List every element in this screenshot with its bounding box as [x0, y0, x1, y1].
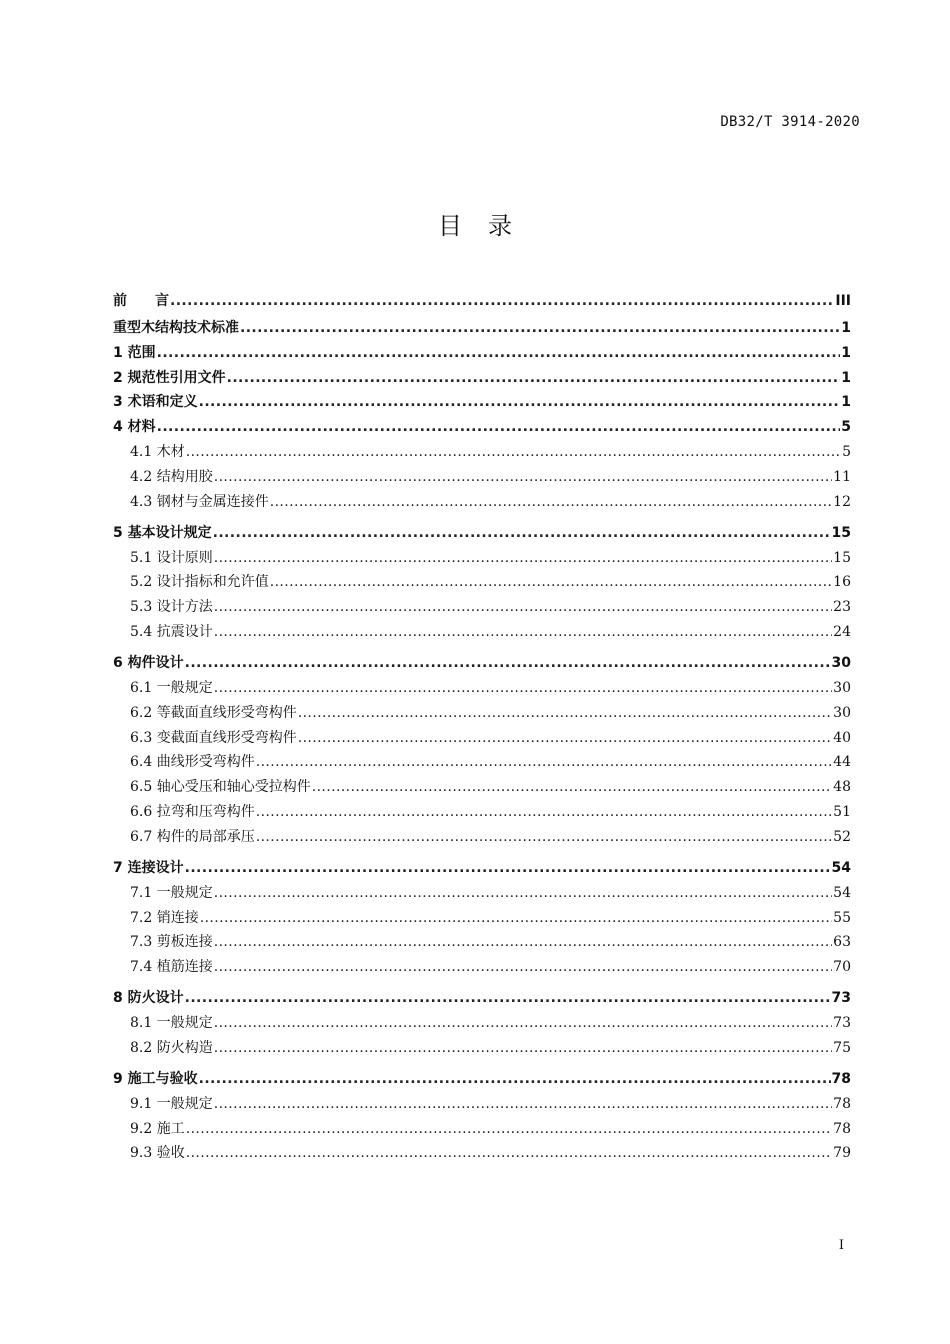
toc-dot-leader — [256, 825, 832, 850]
toc-dot-leader — [270, 570, 832, 595]
toc-section-entry[interactable] — [113, 595, 851, 620]
toc-entry-page: 78 — [833, 1095, 851, 1112]
toc-section-entry[interactable] — [113, 1117, 851, 1142]
toc-entry-page: 15 — [831, 524, 851, 541]
toc-entry-label: 6.4 曲线形受弯构件 — [130, 754, 255, 771]
toc-entry-label: 5 基本设计规定 — [113, 524, 212, 541]
toc-entry-page: 5 — [842, 443, 851, 460]
toc-entry-label: 8 防火设计 — [113, 990, 184, 1007]
toc-section-entry[interactable] — [113, 701, 851, 726]
toc-entry-page: 51 — [833, 803, 851, 820]
toc-dot-leader — [256, 750, 832, 775]
toc-dot-leader — [214, 955, 832, 980]
toc-entry-page: 24 — [833, 623, 851, 640]
toc-dot-leader — [199, 390, 841, 415]
toc-entry-label: 7.2 销连接 — [130, 909, 199, 926]
toc-entry-label: 7.1 一般规定 — [130, 884, 213, 901]
toc-chapter-entry[interactable] — [113, 856, 851, 881]
toc-entry-page: 73 — [831, 990, 851, 1007]
toc-dot-leader — [240, 316, 840, 341]
toc-section-entry[interactable] — [113, 570, 851, 595]
toc-entry-page: 54 — [831, 859, 851, 876]
toc-dot-leader — [214, 1092, 832, 1117]
toc-chapter-entry[interactable] — [113, 341, 851, 366]
toc-section-entry[interactable] — [113, 1141, 851, 1166]
toc-chapter-entry[interactable] — [113, 521, 851, 546]
toc-entry-label: 6.5 轴心受压和轴心受拉构件 — [130, 779, 311, 796]
toc-entry-label: 9.2 施工 — [130, 1120, 185, 1137]
toc-entry-page: 30 — [833, 704, 851, 721]
toc-entry-page: 15 — [833, 549, 851, 566]
toc-entry-label: 7.4 植筋连接 — [130, 959, 213, 976]
table-of-contents — [113, 286, 851, 1166]
toc-dot-leader — [214, 546, 832, 571]
toc-entry-label: 7 连接设计 — [113, 859, 184, 876]
toc-entry-label: 前 言 — [113, 293, 169, 309]
toc-dot-leader — [227, 366, 841, 391]
toc-chapter-entry[interactable] — [113, 986, 851, 1011]
toc-entry-page: 5 — [841, 419, 851, 436]
toc-entry-page: 16 — [833, 574, 851, 591]
toc-section-entry[interactable] — [113, 750, 851, 775]
toc-dot-leader — [157, 415, 841, 440]
toc-dot-leader — [256, 800, 832, 825]
toc-dot-leader — [214, 1011, 832, 1036]
toc-entry-page: 30 — [833, 679, 851, 696]
toc-entry-label: 8.2 防火构造 — [130, 1039, 213, 1056]
toc-chapter-entry[interactable] — [113, 286, 851, 316]
toc-entry-page: 73 — [833, 1015, 851, 1032]
toc-chapter-entry[interactable] — [113, 415, 851, 440]
toc-section-entry[interactable] — [113, 1011, 851, 1036]
toc-section-entry[interactable] — [113, 726, 851, 751]
toc-entry-label: 4.2 结构用胶 — [130, 468, 213, 485]
toc-entry-label: 6.2 等截面直线形受弯构件 — [130, 704, 297, 721]
toc-section-entry[interactable] — [113, 800, 851, 825]
toc-entry-label: 4.1 木材 — [130, 443, 185, 460]
page-number: I — [838, 1238, 844, 1253]
toc-dot-leader — [157, 341, 841, 366]
toc-section-entry[interactable] — [113, 955, 851, 980]
toc-entry-page: III — [835, 293, 851, 309]
toc-dot-leader — [298, 726, 832, 751]
toc-dot-leader — [270, 490, 832, 515]
toc-dot-leader — [312, 775, 832, 800]
toc-chapter-entry[interactable] — [113, 390, 851, 415]
toc-entry-label: 9 施工与验收 — [113, 1071, 198, 1088]
toc-dot-leader — [185, 986, 831, 1011]
toc-dot-leader — [213, 521, 831, 546]
toc-entry-page: 1 — [841, 369, 851, 386]
toc-entry-page: 78 — [831, 1071, 851, 1088]
toc-section-entry[interactable] — [113, 775, 851, 800]
toc-entry-page: 11 — [833, 468, 851, 485]
toc-section-entry[interactable] — [113, 881, 851, 906]
toc-dot-leader — [170, 286, 834, 316]
toc-section-entry[interactable] — [113, 490, 851, 515]
document-code: DB32/T 3914-2020 — [720, 114, 860, 130]
toc-section-entry[interactable] — [113, 676, 851, 701]
toc-entry-label: 5.1 设计原则 — [130, 549, 213, 566]
toc-entry-label: 6.3 变截面直线形受弯构件 — [130, 729, 297, 746]
toc-entry-page: 48 — [833, 779, 851, 796]
toc-dot-leader — [214, 465, 832, 490]
toc-dot-leader — [200, 906, 832, 931]
toc-entry-page: 63 — [833, 934, 851, 951]
toc-entry-label: 1 范围 — [113, 344, 156, 361]
toc-chapter-entry[interactable] — [113, 1067, 851, 1092]
toc-dot-leader — [185, 651, 831, 676]
toc-entry-page: 1 — [841, 344, 851, 361]
toc-entry-label: 9.1 一般规定 — [130, 1095, 213, 1112]
toc-entry-page: 44 — [833, 754, 851, 771]
toc-dot-leader — [214, 595, 832, 620]
toc-section-entry[interactable] — [113, 440, 851, 465]
toc-section-entry[interactable] — [113, 1092, 851, 1117]
toc-entry-page: 52 — [833, 828, 851, 845]
toc-entry-page: 78 — [833, 1120, 851, 1137]
toc-entry-label: 5.4 抗震设计 — [130, 623, 213, 640]
toc-entry-label: 6 构件设计 — [113, 655, 184, 672]
toc-entry-label: 6.1 一般规定 — [130, 679, 213, 696]
toc-chapter-entry[interactable] — [113, 316, 851, 341]
toc-entry-page: 54 — [833, 884, 851, 901]
toc-entry-label: 4.3 钢材与金属连接件 — [130, 493, 269, 510]
toc-entry-page: 30 — [831, 655, 851, 672]
toc-entry-page: 1 — [841, 320, 851, 336]
toc-dot-leader — [214, 676, 832, 701]
toc-entry-page: 23 — [833, 599, 851, 616]
toc-dot-leader — [214, 1036, 832, 1061]
toc-section-entry[interactable] — [113, 1036, 851, 1061]
toc-section-entry[interactable] — [113, 906, 851, 931]
toc-entry-label: 6.6 拉弯和压弯构件 — [130, 803, 255, 820]
toc-entry-label: 重型木结构技术标准 — [113, 320, 239, 336]
toc-entry-page: 55 — [833, 909, 851, 926]
toc-entry-label: 7.3 剪板连接 — [130, 934, 213, 951]
toc-entry-page: 12 — [833, 493, 851, 510]
toc-entry-page: 70 — [833, 959, 851, 976]
toc-dot-leader — [298, 701, 832, 726]
toc-dot-leader — [199, 1067, 831, 1092]
toc-section-entry[interactable] — [113, 465, 851, 490]
toc-entry-label: 2 规范性引用文件 — [113, 369, 226, 386]
toc-dot-leader — [214, 930, 832, 955]
toc-dot-leader — [186, 440, 841, 465]
toc-dot-leader — [185, 856, 831, 881]
toc-entry-label: 6.7 构件的局部承压 — [130, 828, 255, 845]
toc-entry-label: 9.3 验收 — [130, 1145, 185, 1162]
toc-entry-label: 5.3 设计方法 — [130, 599, 213, 616]
toc-entry-label: 8.1 一般规定 — [130, 1015, 213, 1032]
toc-entry-label: 4 材料 — [113, 419, 156, 436]
toc-entry-label: 5.2 设计指标和允许值 — [130, 574, 269, 591]
toc-entry-page: 1 — [841, 394, 851, 411]
toc-section-entry[interactable] — [113, 546, 851, 571]
toc-entry-page: 79 — [833, 1145, 851, 1162]
toc-dot-leader — [186, 1141, 832, 1166]
toc-entry-label: 3 术语和定义 — [113, 394, 198, 411]
toc-section-entry[interactable] — [113, 825, 851, 850]
toc-dot-leader — [214, 881, 832, 906]
toc-section-entry[interactable] — [113, 620, 851, 645]
toc-section-entry[interactable] — [113, 930, 851, 955]
toc-entry-page: 40 — [833, 729, 851, 746]
toc-entry-page: 75 — [833, 1039, 851, 1056]
toc-dot-leader — [214, 620, 832, 645]
toc-chapter-entry[interactable] — [113, 651, 851, 676]
toc-chapter-entry[interactable] — [113, 366, 851, 391]
page-title: 目录 — [438, 212, 538, 240]
toc-dot-leader — [186, 1117, 832, 1142]
